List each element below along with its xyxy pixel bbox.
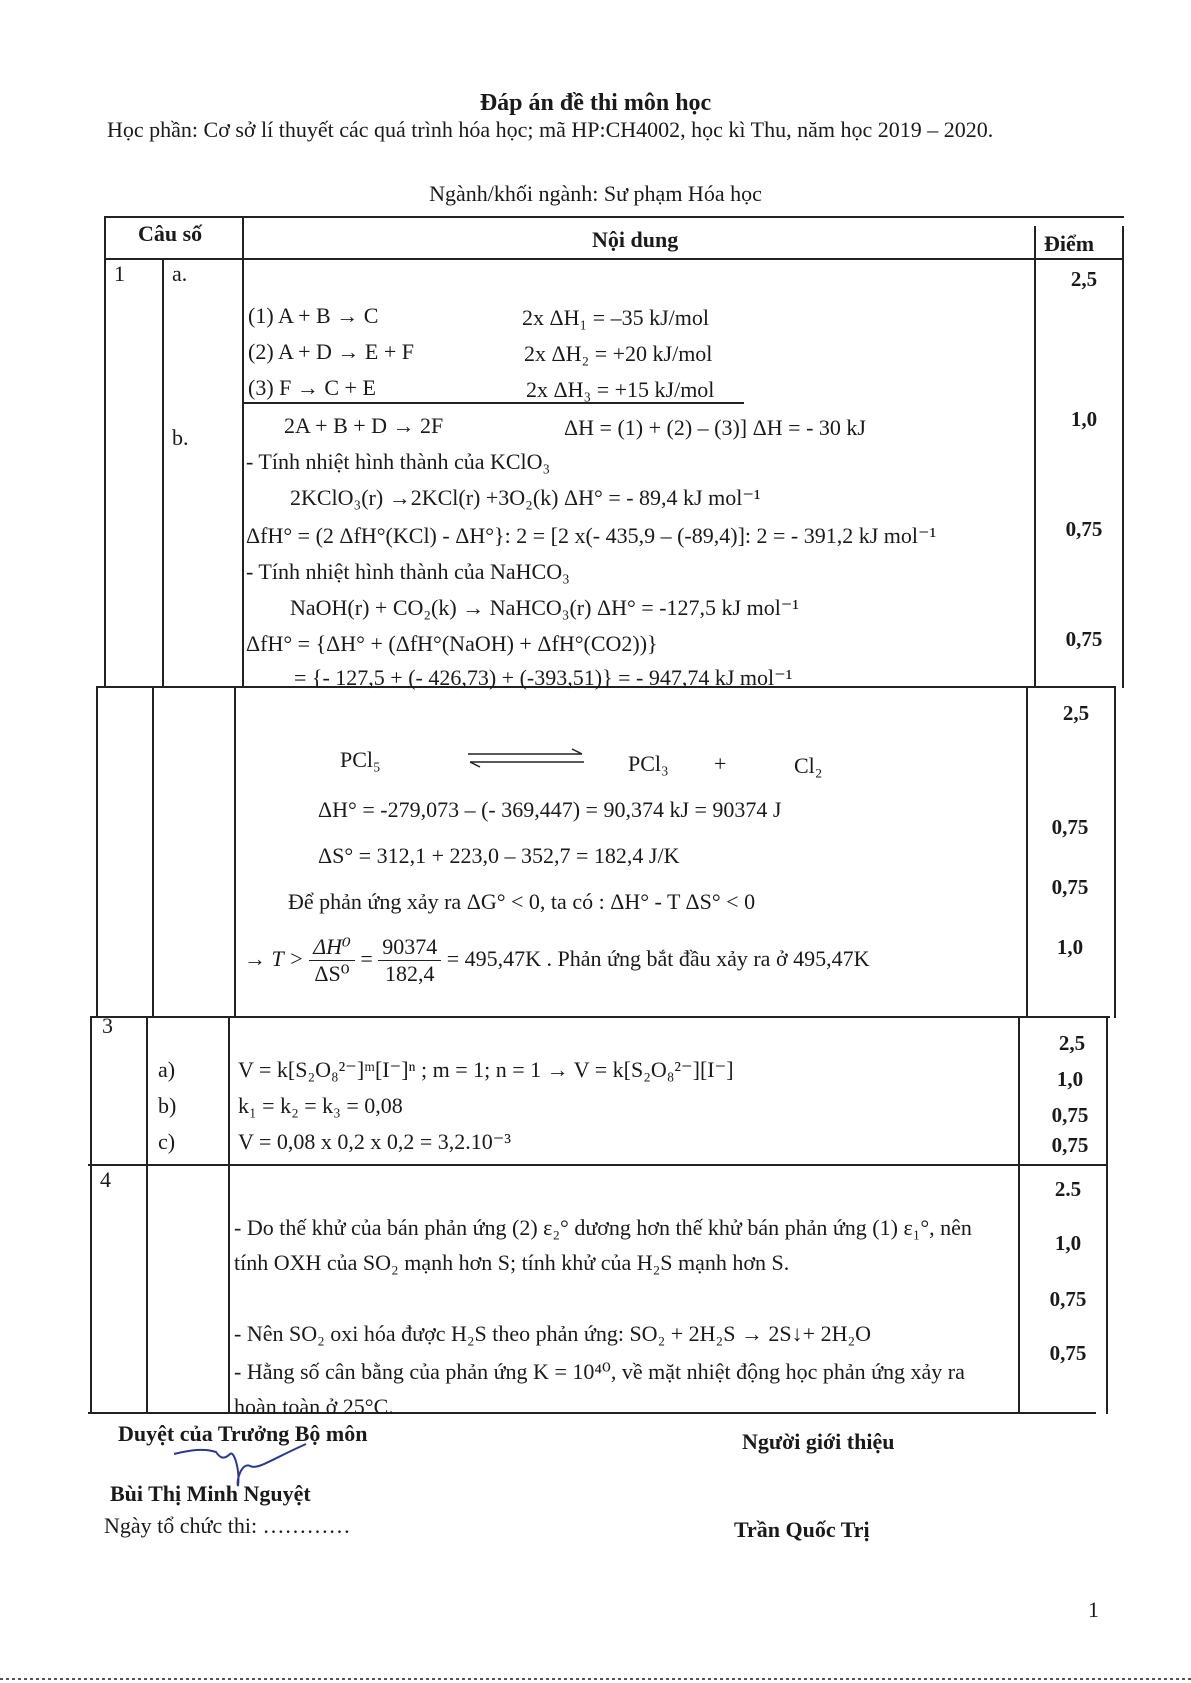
nahco3-heading: - Tính nhiệt hình thành của NaHCO₃ xyxy=(246,559,570,584)
q4-score-1: 1,0 xyxy=(1054,1231,1082,1255)
header-diem: Điểm xyxy=(1044,231,1095,256)
right-border-2 xyxy=(1114,686,1116,1018)
frac2-num: 90374 xyxy=(378,934,441,961)
q3-part-c: c) xyxy=(158,1129,176,1154)
q1-eq1-left: (1) A + B → C xyxy=(248,303,379,328)
department-head-name: Bùi Thị Minh Nguyệt xyxy=(110,1481,311,1506)
fraction-values xyxy=(378,934,441,988)
q2-score-2: 0,75 xyxy=(1051,875,1089,899)
q2-cl2: Cl₂ xyxy=(794,753,823,778)
q1-score-b2: 0,75 xyxy=(1065,627,1103,651)
q1-sum-left: 2A + B + D → 2F xyxy=(284,413,444,438)
q2-plus: + xyxy=(714,751,727,776)
q3-score-c: 0,75 xyxy=(1051,1133,1089,1157)
q2-condition: Để phản ứng xảy ra ΔG° < 0, ta có : ΔH° - T ΔS° < 0 xyxy=(288,889,756,914)
q3-line-b: k₁ = k₂ = k₃ = 0,08 xyxy=(238,1093,403,1118)
q2-dh: ΔH° = -279,073 – (- 369,447) = 90,374 kJ = 90374 J xyxy=(318,797,782,822)
q2-pcl5: PCl₅ xyxy=(340,747,381,772)
page-number: 1 xyxy=(1088,1597,1099,1622)
sum-line xyxy=(242,402,744,404)
score-col-border-2 xyxy=(1026,686,1028,1018)
exam-date: Ngày tổ chức thi: ………… xyxy=(104,1513,351,1538)
left-border-2 xyxy=(96,686,98,1018)
kclo3-heading: - Tính nhiệt hình thành của KClO₃ xyxy=(246,449,551,474)
q3-score-a: 1,0 xyxy=(1056,1067,1084,1091)
equals-sign: = xyxy=(360,945,373,971)
q2-score-3: 1,0 xyxy=(1056,935,1084,959)
frac2-den: 182,4 xyxy=(384,961,435,987)
subcol-border-2 xyxy=(152,686,154,1018)
left-border-1 xyxy=(104,216,106,688)
kclo3-reaction: 2KClO₃(r) →2KCl(r) +3O₂(k) ΔH° = - 89,4 kJ mol⁻¹ xyxy=(290,485,761,510)
t-result: = 495,47K . Phản ứng bắt đầu xảy ra ở 495,47K xyxy=(446,945,870,971)
t-prefix: → T > xyxy=(244,945,304,971)
q1-score-total: 2,5 xyxy=(1070,267,1098,291)
nahco3-calc1: ΔfH° = {ΔH° + (ΔfH°(NaOH) + ΔfH°(CO2))} xyxy=(246,631,658,656)
q4-score-2: 0,75 xyxy=(1049,1287,1087,1311)
q2-t-expression xyxy=(244,934,869,988)
q1-score-b1: 0,75 xyxy=(1065,517,1103,541)
q1-eq2-right: 2x ΔH₂ = +20 kJ/mol xyxy=(524,341,713,366)
right-border-1 xyxy=(1122,226,1124,688)
introducer-label: Người giới thiệu xyxy=(742,1429,895,1454)
nahco3-reaction: NaOH(r) + CO₂(k) → NaHCO₃(r) ΔH° = -127,5 kJ mol⁻¹ xyxy=(290,595,800,620)
q3-number: 3 xyxy=(102,1013,113,1038)
table-top-border xyxy=(104,216,1124,218)
q4-score-total: 2.5 xyxy=(1054,1177,1082,1201)
row2-border xyxy=(92,1016,1110,1018)
frac1-den: ΔS⁰ xyxy=(314,961,350,987)
q2-ds: ΔS° = 312,1 + 223,0 – 352,7 = 182,4 J/K xyxy=(318,843,680,868)
content-col-border-1 xyxy=(242,216,244,688)
equilibrium-arrow-icon xyxy=(466,748,586,768)
kclo3-calc: ΔfH° = (2 ΔfH°(KCl) - ΔH°}: 2 = [2 x(- 435,9 – (-89,4)]: 2 = - 391,2 kJ mol⁻¹ xyxy=(246,523,937,548)
content-col-border-3 xyxy=(228,1016,230,1414)
fraction-dh-ds xyxy=(309,934,355,988)
left-border-3 xyxy=(90,1016,92,1414)
course-info: Học phần: Cơ sở lí thuyết các quá trình hóa học; mã HP:CH4002, học kì Thu, năm học 2019 – 2020. xyxy=(107,117,994,142)
header-row-border xyxy=(104,258,1124,260)
q1-sum-right: ΔH = (1) + (2) – (3)] ΔH = - 30 kJ xyxy=(564,415,866,440)
q1-eq1-right: 2x ΔH₁ = –35 kJ/mol xyxy=(522,305,710,330)
q1-number: 1 xyxy=(114,261,125,286)
q1-part-a: a. xyxy=(172,261,188,286)
q3-line-c: V = 0,08 x 0,2 x 0,2 = 3,2.10⁻³ xyxy=(238,1129,512,1154)
header-noi-dung: Nội dung xyxy=(592,227,679,252)
bottom-scan-edge xyxy=(0,1678,1191,1680)
q4-paragraph-1: - Do thế khử của bán phản ứng (2) ε₂° dương hơn thế khử bán phản ứng (1) ε₁°, nên tính OXH của SO₂ mạnh hơn S; tính khử của H₂S mạnh hơn S. xyxy=(234,1215,972,1275)
q4-score-3: 0,75 xyxy=(1049,1341,1087,1365)
q2-score-total: 2,5 xyxy=(1062,701,1090,725)
score-col-border-1 xyxy=(1034,226,1036,688)
q3-score-total: 2,5 xyxy=(1058,1031,1086,1055)
q1-part-b: b. xyxy=(172,425,189,450)
nahco3-calc2: = {- 127,5 + (- 426,73) + (-393,51)} = - 947,74 kJ mol⁻¹ xyxy=(294,665,793,690)
q3-part-a: a) xyxy=(158,1057,176,1082)
q1-eq3-right: 2x ΔH₃ = +15 kJ/mol xyxy=(526,377,715,402)
subcol-border-3 xyxy=(146,1016,148,1414)
document-title: Đáp án đề thi môn học xyxy=(479,90,712,116)
q3-line-a: V = k[S₂O₈²⁻]ᵐ[I⁻]ⁿ ; m = 1; n = 1 → V = k[S₂O₈²⁻][I⁻] xyxy=(238,1057,734,1082)
q2-pcl3: PCl₃ xyxy=(628,751,669,776)
q4-paragraph-3: - Hằng số cân bằng của phản ứng K = 10⁴⁰, về mặt nhiệt động học phản ứng xảy ra hoàn toàn ở 25°C. xyxy=(234,1359,965,1419)
q4-number: 4 xyxy=(100,1167,111,1192)
introducer-name: Trần Quốc Trị xyxy=(734,1517,870,1542)
q4-paragraph-2: - Nên SO₂ oxi hóa được H₂S theo phản ứng: SO₂ + 2H₂S → 2S↓+ 2H₂O xyxy=(234,1321,872,1346)
row3-border xyxy=(88,1164,1106,1166)
q3-part-b: b) xyxy=(158,1093,177,1118)
frac1-num: ΔH⁰ xyxy=(309,934,355,961)
q2-score-1: 0,75 xyxy=(1051,815,1089,839)
q1-score-a: 1,0 xyxy=(1070,407,1098,431)
content-col-border-2 xyxy=(234,686,236,1018)
header-cau-so: Câu số xyxy=(138,221,203,246)
subcol-border-1 xyxy=(162,258,164,688)
major-info: Ngành/khối ngành: Sư phạm Hóa học xyxy=(429,181,762,206)
q1-eq2-left: (2) A + D → E + F xyxy=(248,339,414,364)
q3-score-b: 0,75 xyxy=(1051,1103,1089,1127)
approval-label: Duyệt của Trưởng Bộ môn xyxy=(118,1421,368,1446)
q1-eq3-left: (3) F → C + E xyxy=(248,375,376,400)
